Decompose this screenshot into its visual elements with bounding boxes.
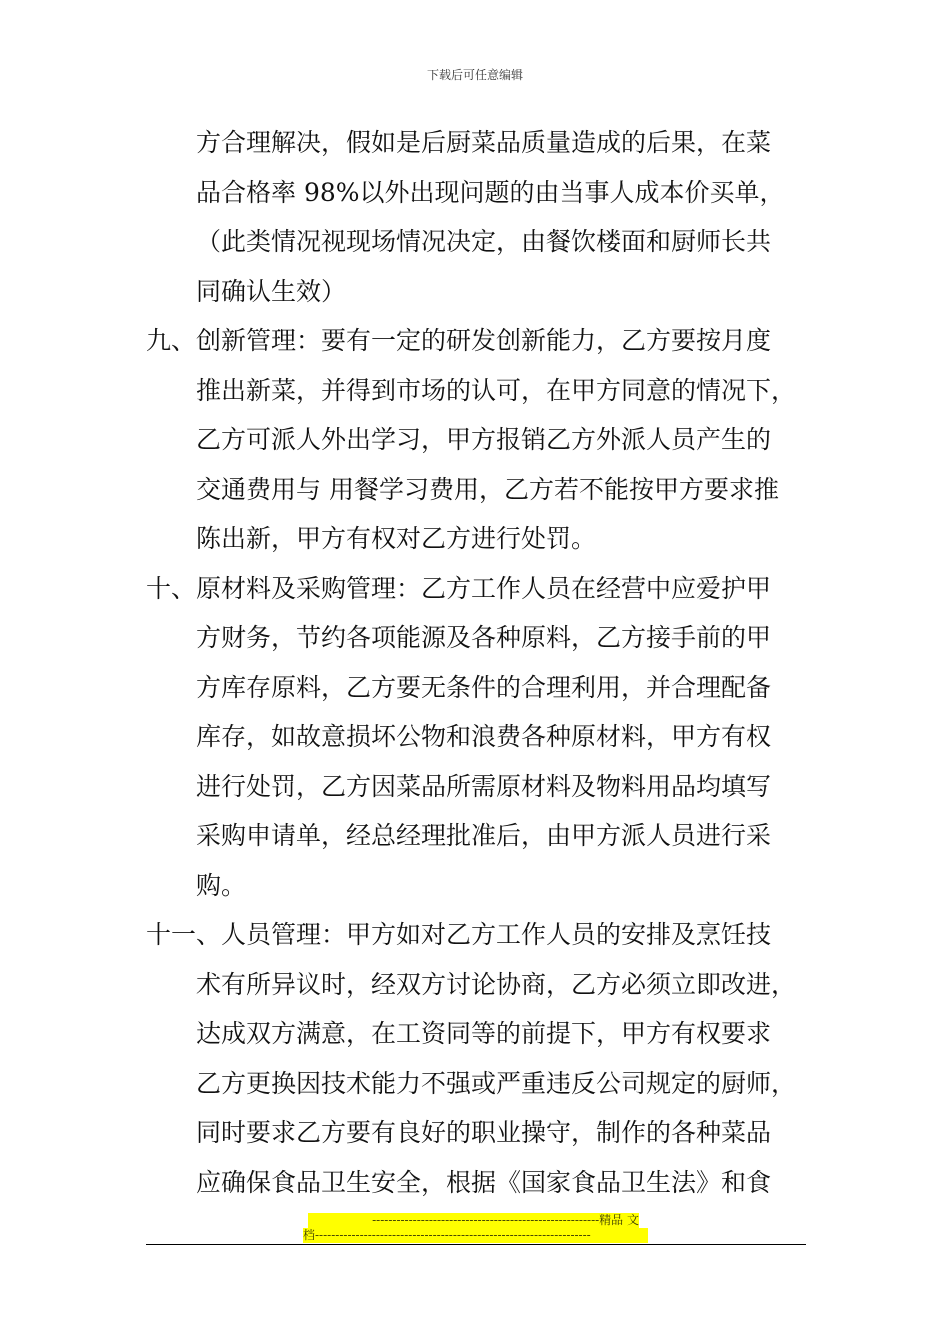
text-line: 术有所异议时，经双方讨论协商，乙方必须立即改进，	[196, 969, 797, 999]
text-line: 交通费用与 用餐学习费用，乙方若不能按甲方要求推	[196, 474, 779, 504]
page-header: 下载后可任意编辑	[426, 68, 523, 82]
text-line: 十、原材料及采购管理：乙方工作人员在经营中应爱护甲	[146, 573, 772, 603]
text-line: 达成双方满意，在工资同等的前提下，甲方有权要求	[196, 1019, 772, 1048]
text-line: 采购申请单，经总经理批准后，由甲方派人员进行采	[196, 821, 772, 850]
footer-rule	[146, 1244, 806, 1245]
text-line: 方库存原料，乙方要无条件的合理利用，并合理配备	[196, 672, 772, 702]
text-line: 同确认生效）	[196, 276, 347, 306]
text-line: 品合格率 98%以外出现问题的由当事人成本价买单，	[196, 177, 785, 207]
text-line: 陈出新，甲方有权对乙方进行处罚。	[196, 524, 597, 553]
text-line: 方合理解决，假如是后厨菜品质量造成的后果，在菜	[196, 128, 772, 157]
text-line: 应确保食品卫生安全，根据《国家食品卫生法》和食	[196, 1167, 772, 1197]
text-line: 购。	[196, 870, 247, 900]
text-line: 推出新菜，并得到市场的认可，在甲方同意的情况下，	[196, 375, 797, 405]
text-line: 进行处罚，乙方因菜品所需原材料及物料用品均填写	[196, 771, 772, 801]
text-line: 十一、人员管理：甲方如对乙方工作人员的安排及烹饪技	[146, 920, 772, 949]
footer-highlight-line-1: --------------------------------------------------------精品 文	[308, 1213, 639, 1228]
text-line: 乙方可派人外出学习，甲方报销乙方外派人员产生的	[196, 425, 772, 454]
text-line: 方财务，节约各项能源及各种原料，乙方接手前的甲	[196, 623, 772, 652]
text-line: （此类情况视现场情况决定，由餐饮楼面和厨师长共	[196, 227, 772, 256]
footer-highlight-line-2: 档--------------------------------------------------------------------	[303, 1228, 648, 1243]
text-line: 同时要求乙方要有良好的职业操守，制作的各种菜品	[196, 1118, 772, 1147]
text-line: 库存，如故意损坏公物和浪费各种原材料，甲方有权	[196, 722, 772, 751]
document-body	[146, 118, 811, 1207]
text-line: 九、创新管理：要有一定的研发创新能力，乙方要按月度	[146, 326, 772, 355]
text-line: 乙方更换因技术能力不强或严重违反公司规定的厨师，	[196, 1068, 797, 1098]
